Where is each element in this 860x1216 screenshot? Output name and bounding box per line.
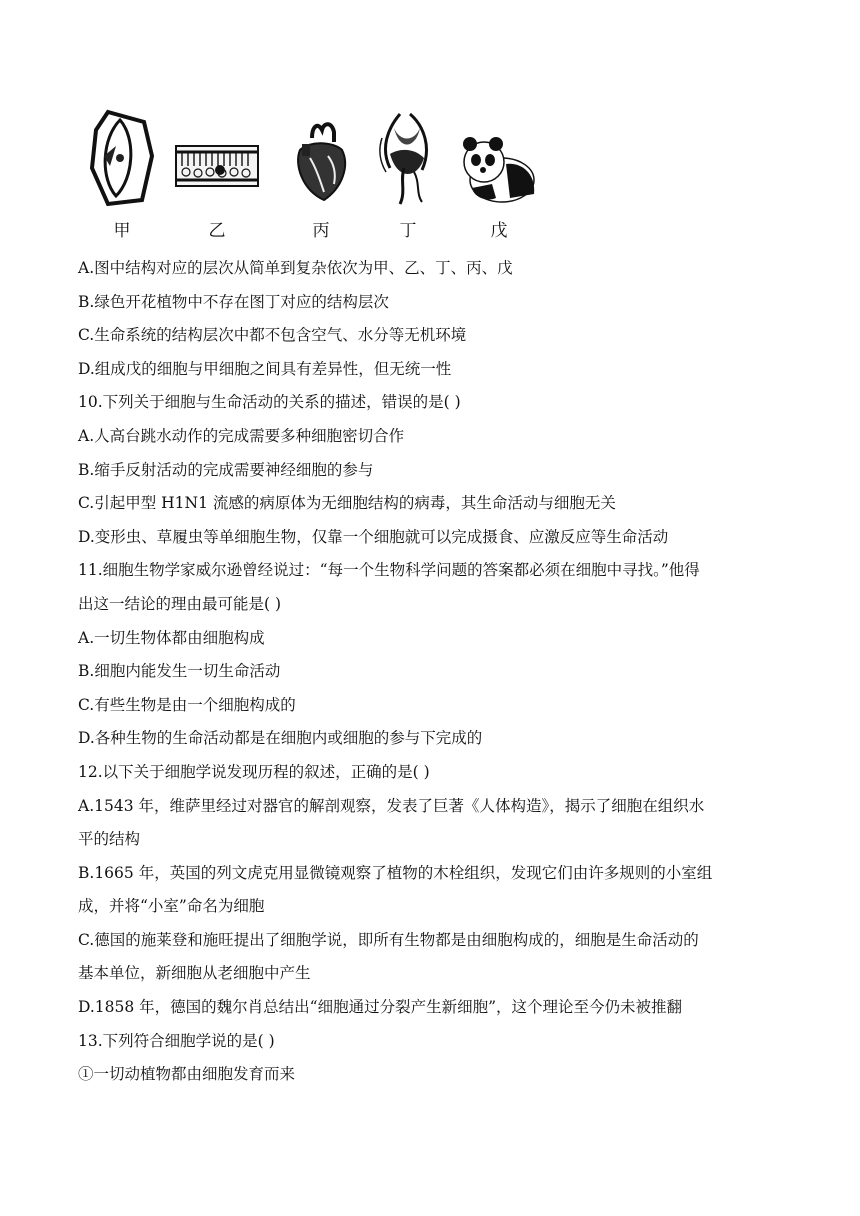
option-10c: C.引起甲型 H1N1 流感的病原体为无细胞结构的病毒，其生命活动与细胞无关 [78,494,616,513]
question-11-line-1: 11.细胞生物学家威尔逊曾经说过：“每一个生物科学问题的答案都必须在细胞中寻找。”他得 [78,561,700,580]
option-12a-line-1: A.1543 年，维萨里经过对器官的解剖观察，发表了巨著《人体构造》，揭示了细胞在组织水 [78,796,705,815]
option-11d: D.各种生物的生命活动都是在细胞内或细胞的参与下完成的 [78,729,483,748]
option-12c-line-1: C.德国的施莱登和施旺提出了细胞学说，即所有生物都是由细胞构成的，细胞是生命活动的 [78,930,699,949]
figure-bing [286,108,356,241]
option-10b: B.缩手反射活动的完成需要神经细胞的参与 [78,460,374,479]
option-10a: A.人高台跳水动作的完成需要多种细胞密切合作 [78,426,405,445]
option-12d: D.1858 年，德国的魏尔肖总结出“细胞通过分裂产生新细胞”，这个理论至今仍未被推翻 [78,998,683,1017]
option-12c-line-2: 基本单位，新细胞从老细胞中产生 [78,964,311,983]
question-11-line-2: 出这一结论的理由最可能是( ) [78,594,282,613]
option-9a: A.图中结构对应的层次从简单到复杂依次为甲、乙、丁、丙、戊 [78,259,513,277]
organ-system-icon [370,108,446,208]
option-12a-line-2: 平的结构 [78,830,141,849]
heart-organ-icon [286,108,356,208]
figure-ding [370,108,446,241]
tissue-icon [172,108,262,208]
option-9d: D.组成戊的细胞与甲细胞之间具有差异性，但无统一性 [78,359,452,378]
question-text [78,252,788,1092]
option-12b-line-2: 成，并将“小室”命名为细胞 [78,897,265,916]
figure-caption-jia: 甲 [113,221,131,241]
figure-yi [172,108,262,241]
question-12: 12.以下关于细胞学说发现历程的叙述，正确的是( ) [78,762,430,781]
figure-caption-wu: 戊 [490,221,508,241]
option-10d: D.变形虫、草履虫等单细胞生物，仅靠一个细胞就可以完成摄食、应激反应等生命活动 [78,527,669,546]
figure-caption-ding: 丁 [399,221,417,241]
question-13: 13.下列符合细胞学说的是( ) [78,1031,275,1050]
figure-jia [86,108,158,241]
panda-icon [458,108,540,208]
option-9b: B.绿色开花植物中不存在图丁对应的结构层次 [78,292,389,311]
option-11b: B.细胞内能发生一切生命活动 [78,662,281,681]
figure-caption-bing: 丙 [312,221,330,241]
question-10: 10.下列关于细胞与生命活动的关系的描述，错误的是( ) [78,393,461,412]
statement-13-1: ①一切动植物都由细胞发育而来 [78,1065,296,1084]
option-9c: C.生命系统的结构层次中都不包含空气、水分等无机环境 [78,326,467,345]
figure-row [80,108,550,243]
figure-wu [458,108,540,241]
plant-cell-icon [86,108,158,208]
option-11c: C.有些生物是由一个细胞构成的 [78,695,296,714]
option-11a: A.一切生物体都由细胞构成 [78,628,265,647]
option-12b-line-1: B.1665 年，英国的列文虎克用显微镜观察了植物的木栓组织，发现它们由许多规则的小室组 [78,863,713,882]
figure-caption-yi: 乙 [208,221,226,241]
